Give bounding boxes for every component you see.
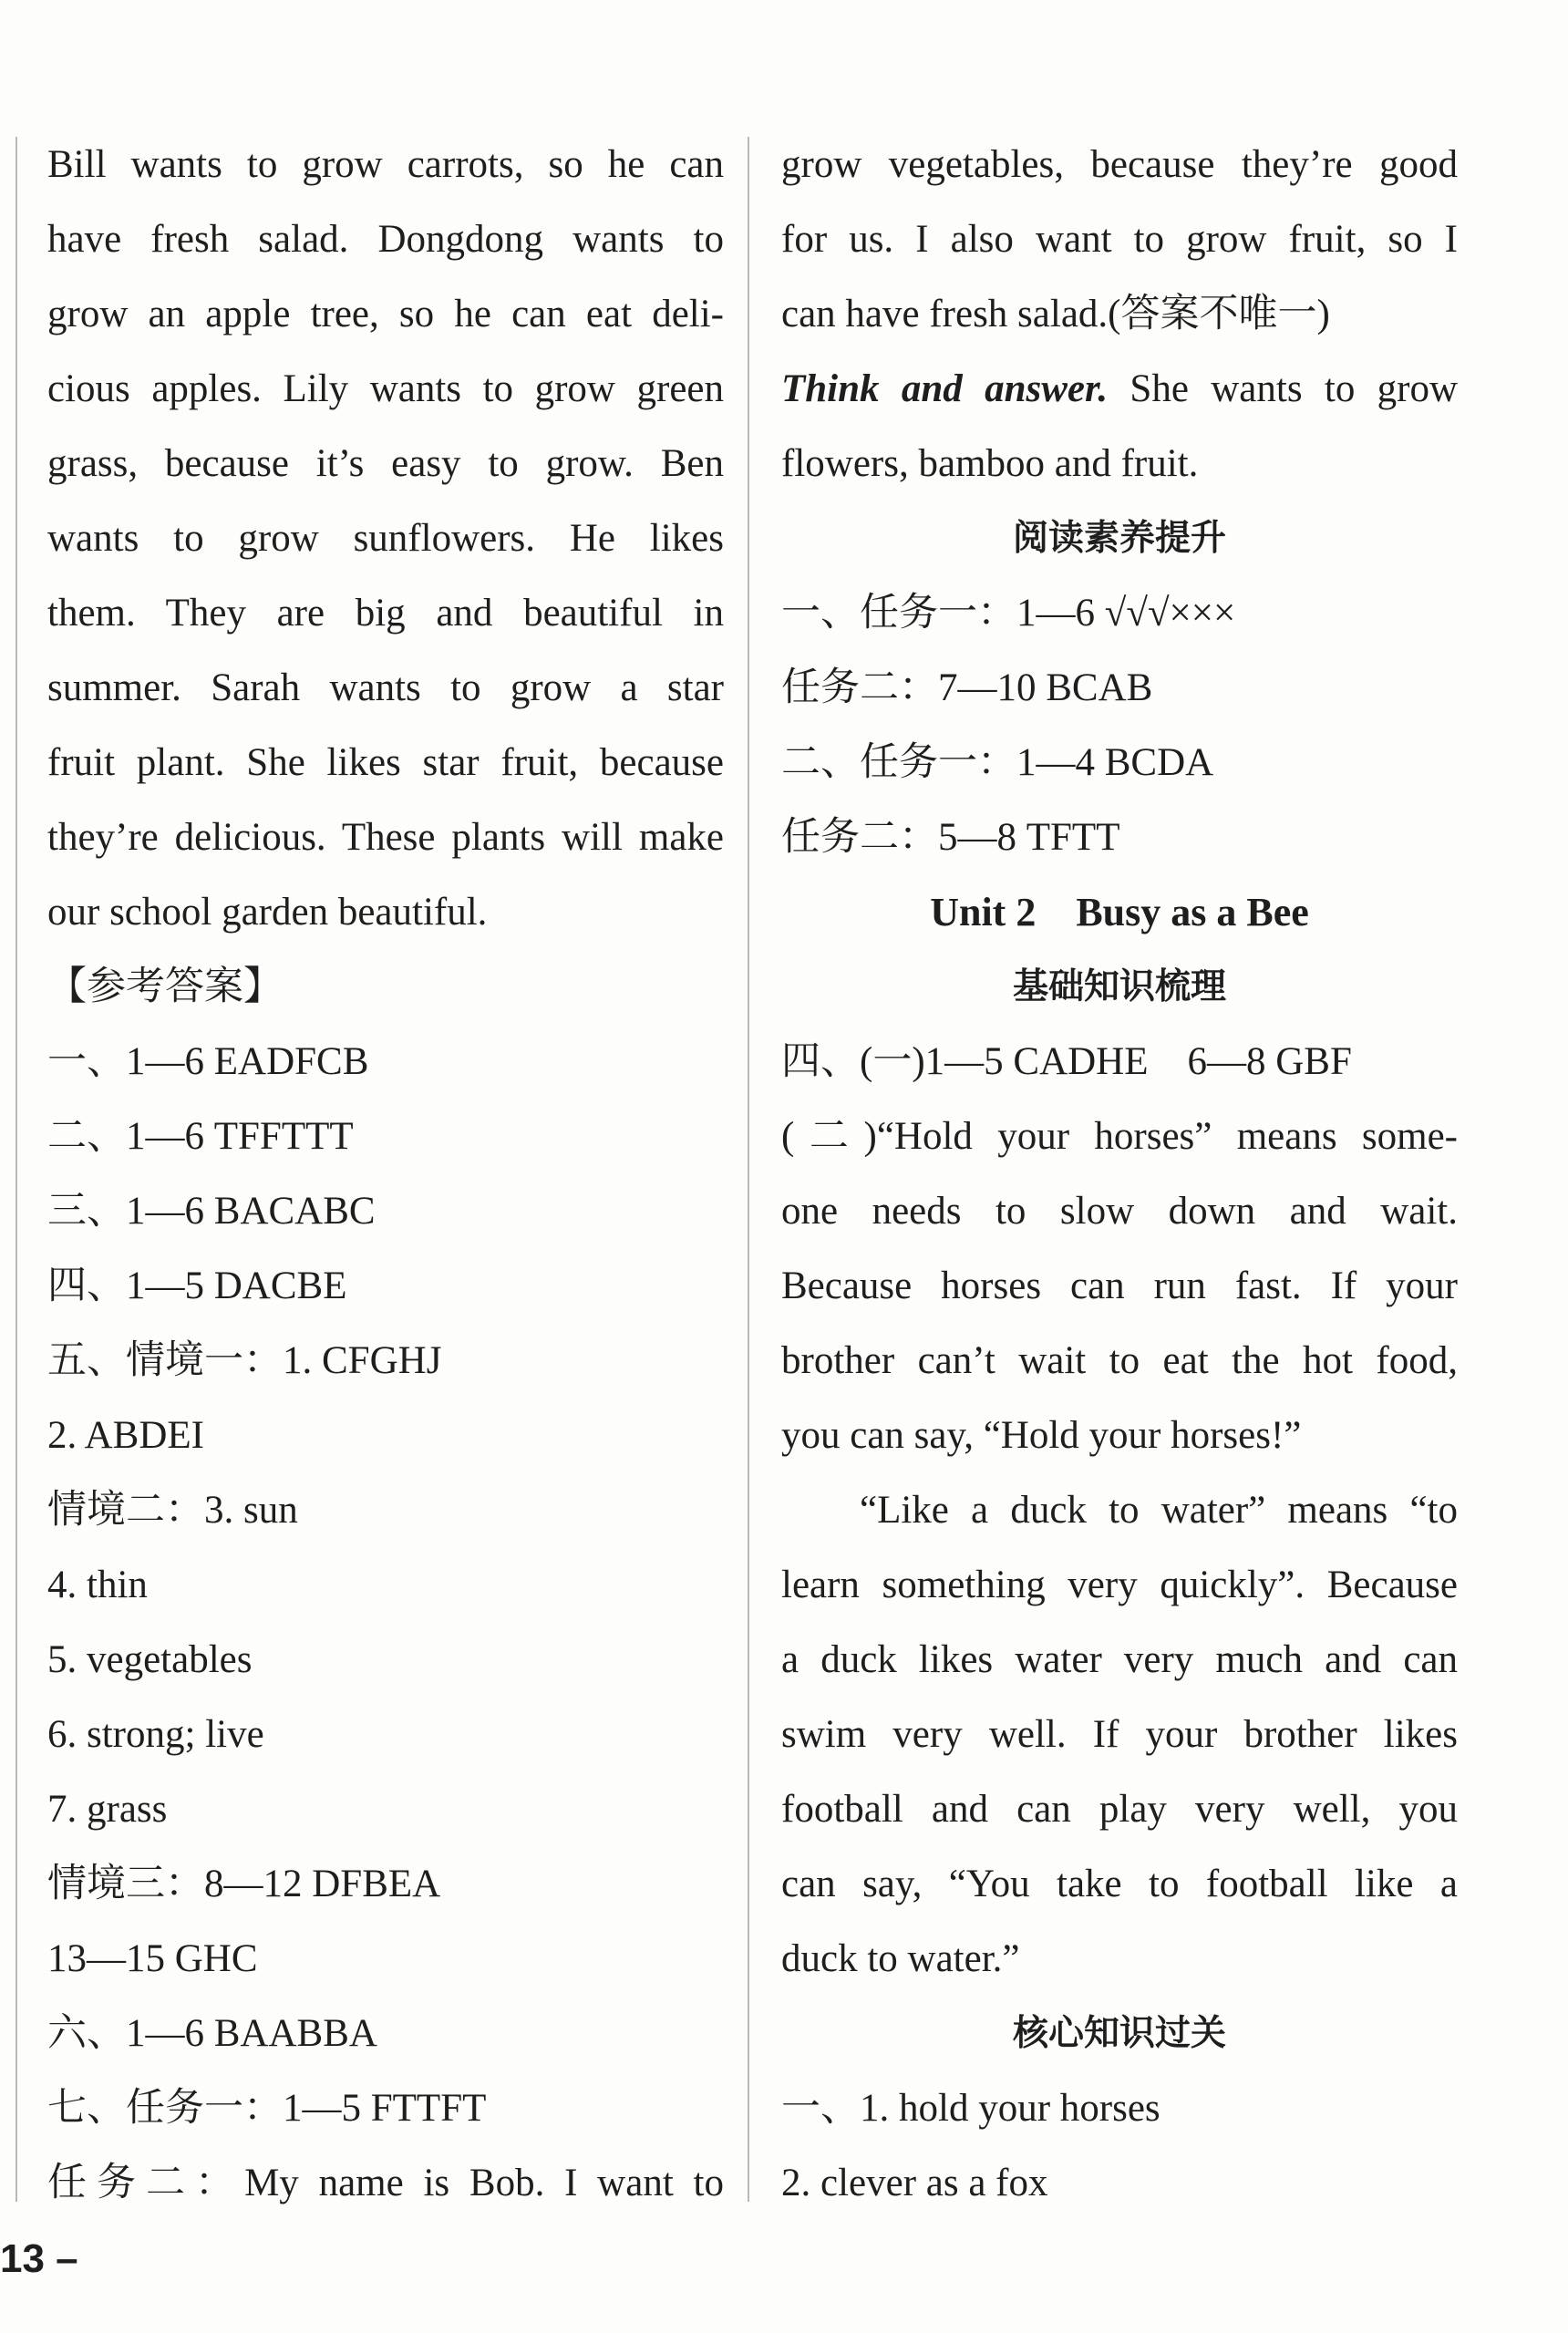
column-divider — [748, 137, 749, 2202]
think-and-answer-line — [781, 352, 1458, 427]
passage-line: grow vegetables, because they’re good — [781, 143, 1458, 186]
passage-line: wants to grow sunflowers. He likes — [47, 517, 724, 560]
page-number: 13 – — [0, 2236, 78, 2281]
answer-line: 5. vegetables — [47, 1638, 253, 1681]
passage-line: for us. I also want to grow fruit, so I — [781, 218, 1458, 261]
answer-line: 任务二：7—10 BCAB — [781, 666, 1153, 709]
paragraph-line: a duck likes water very much and can — [781, 1638, 1458, 1681]
answer-line: 任务二：My name is Bob. I want to — [47, 2162, 724, 2204]
answer-line: 13—15 GHC — [47, 1937, 258, 1980]
paragraph-line: you can say, “Hold your horses!” — [781, 1414, 1302, 1457]
passage-line: grow an apple tree, so he can eat deli- — [47, 293, 724, 335]
passage-line: can have fresh salad.(答案不唯一) — [781, 293, 1330, 335]
answer-line: 情境二：3. sun — [47, 1489, 298, 1532]
left-column — [47, 128, 724, 2221]
answer-line: 二、1—6 TFFTTT — [47, 1115, 354, 1158]
unit-heading: Unit 2 Busy as a Bee — [930, 890, 1309, 934]
answer-line: 一、1. hold your horses — [781, 2087, 1161, 2130]
paragraph-line: duck to water.” — [781, 1937, 1020, 1980]
passage-line: them. They are big and beautiful in — [47, 592, 724, 635]
paragraph-line: “Like a duck to water” means “to — [860, 1489, 1458, 1532]
answer-line: 六、1—6 BAABBA — [47, 2012, 377, 2055]
answer-line: 7. grass — [47, 1788, 168, 1831]
passage-line: fruit plant. She likes star fruit, because — [47, 741, 724, 784]
answer-line: 一、1—6 EADFCB — [47, 1040, 369, 1083]
answer-line: 6. strong; live — [47, 1713, 264, 1756]
passage-line: Bill wants to grow carrots, so he can — [47, 143, 724, 186]
left-margin-rule — [15, 137, 17, 2202]
paragraph-line: brother can’t wait to eat the hot food, — [781, 1339, 1458, 1382]
answer-line: 4. thin — [47, 1564, 148, 1606]
answer-line: 2. clever as a fox — [781, 2162, 1048, 2204]
passage-line: summer. Sarah wants to grow a star — [47, 666, 724, 709]
answer-line: 七、任务一：1—5 FTTFT — [47, 2087, 487, 2130]
answer-line: 二、任务一：1—4 BCDA — [781, 741, 1214, 784]
passage-line: grass, because it’s easy to grow. Ben — [47, 442, 724, 485]
passage-line: flowers, bamboo and fruit. — [781, 442, 1199, 485]
paragraph-line: one needs to slow down and wait. — [781, 1190, 1458, 1233]
passage-line: our school garden beautiful. — [47, 891, 488, 934]
passage-line: they’re delicious. These plants will make — [47, 816, 724, 859]
basic-knowledge-heading: 基础知识梳理 — [1012, 966, 1226, 1007]
passage-line: have fresh salad. Dongdong wants to — [47, 218, 724, 261]
think-and-answer-text: She wants to grow — [1108, 367, 1458, 410]
answer-line: 2. ABDEI — [47, 1414, 204, 1457]
core-knowledge-heading: 核心知识过关 — [1012, 2013, 1226, 2054]
right-column — [781, 128, 1458, 2221]
think-and-answer-label: Think and answer. — [781, 367, 1109, 410]
answer-line: 情境三：8—12 DFBEA — [47, 1863, 441, 1905]
passage-line: cious apples. Lily wants to grow green — [47, 367, 724, 410]
reference-answer-heading: 【参考答案】 — [47, 965, 283, 1008]
answer-line: 四、1—5 DACBE — [47, 1265, 347, 1307]
answer-line: 三、1—6 BACABC — [47, 1190, 376, 1233]
paragraph-line: can say, “You take to football like a — [781, 1863, 1458, 1905]
answer-line: 四、(一)1—5 CADHE 6—8 GBF — [781, 1040, 1352, 1083]
answer-line: 五、情境一：1. CFGHJ — [47, 1339, 442, 1382]
paragraph-line: (二)“Hold your horses” means some- — [781, 1115, 1458, 1158]
answer-line: 任务二：5—8 TFTT — [781, 816, 1120, 859]
paragraph-line: swim very well. If your brother likes — [781, 1713, 1458, 1756]
paragraph-line: football and can play very well, you — [781, 1788, 1458, 1831]
reading-section-heading: 阅读素养提升 — [1012, 518, 1226, 559]
answer-line: 一、任务一：1—6 √√√××× — [781, 592, 1236, 635]
paragraph-line: learn something very quickly”. Because — [781, 1564, 1458, 1606]
paragraph-line: Because horses can run fast. If your — [781, 1265, 1458, 1307]
